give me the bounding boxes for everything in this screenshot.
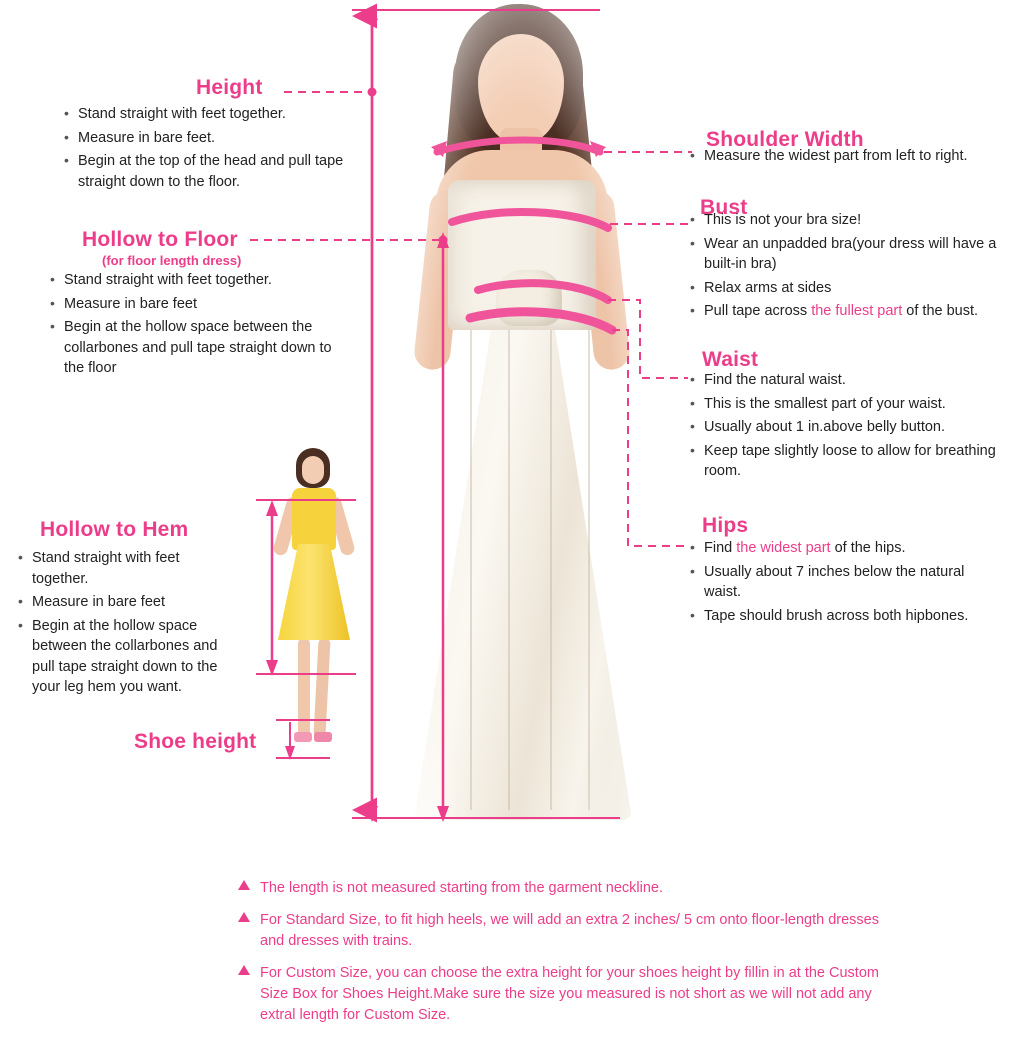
shoulder-width-bullets: • Measure the widest part from left to right. bbox=[688, 146, 1008, 170]
mini-model-illustration bbox=[268, 440, 360, 780]
hollow-to-floor-heading: Hollow to Floor bbox=[82, 228, 238, 251]
hips-heading: Hips bbox=[702, 514, 749, 537]
mini-dress-skirt bbox=[278, 544, 350, 640]
footnote-item: For Standard Size, to fit high heels, we will add an extra 2 inches/ 5 cm onto floor-length dresses and dresses with trains. bbox=[238, 910, 888, 952]
mini-shoe-right bbox=[314, 732, 332, 742]
mini-dress-top bbox=[292, 488, 336, 550]
hips-bullets: • Find the widest part of the hips. • Usually about 7 inches below the natural waist. • Tape should brush across both hipbones. bbox=[688, 538, 1004, 629]
waist-heading: Waist bbox=[702, 348, 759, 371]
hollow-to-floor-subheading: (for floor length dress) bbox=[102, 253, 242, 268]
skirt-fold bbox=[508, 330, 510, 810]
warning-triangle-icon bbox=[238, 912, 250, 922]
waist-bullets: • Find the natural waist. • This is the smallest part of your waist. • Usually about 1 in.above belly button. • Keep tape slightly loose to allow for breathing room. bbox=[688, 370, 1008, 485]
hollow-to-hem-heading: Hollow to Hem bbox=[40, 518, 189, 541]
mini-face bbox=[302, 456, 324, 484]
skirt-fold bbox=[588, 330, 590, 810]
hollow-to-hem-bullets: • Stand straight with feet together. • Measure in bare feet • Begin at the hollow space between the collarbones and pull tape straight down to the your leg hem you want. bbox=[16, 548, 228, 701]
mini-leg-right bbox=[313, 638, 330, 738]
hips-bullet-widest-part: • Find the widest part of the hips. bbox=[688, 538, 1004, 559]
warning-triangle-icon bbox=[238, 880, 250, 890]
bust-heading: Bust bbox=[700, 196, 748, 219]
hollow-to-floor-bullets: • Stand straight with feet together. • Measure in bare feet • Begin at the hollow space between the collarbones and pull tape straight down to the floor bbox=[48, 270, 348, 382]
mini-shoe-left bbox=[294, 732, 312, 742]
footnotes bbox=[238, 878, 888, 1037]
footnote-item: The length is not measured starting from the garment neckline. bbox=[238, 878, 888, 899]
bust-bullet-fullest-part: • Pull tape across the fullest part of the bust. bbox=[688, 301, 1010, 322]
skirt-fold bbox=[550, 330, 552, 810]
bust-bullets: • This is not your bra size! • Wear an unpadded bra(your dress will have a built-in bra) • Relax arms at sides • Pull tape across the fullest part of the bust. bbox=[688, 210, 1010, 325]
model-illustration bbox=[400, 0, 645, 830]
skirt-fold bbox=[470, 330, 472, 810]
shoulder-width-heading: Shoulder Width bbox=[706, 128, 864, 151]
shoe-height-heading: Shoe height bbox=[134, 730, 257, 753]
height-bullets: • Stand straight with feet together. • Measure in bare feet. • Begin at the top of the head and pull tape straight down to the floor. bbox=[62, 104, 362, 195]
height-heading: Height bbox=[196, 76, 263, 99]
dress-bow bbox=[496, 270, 562, 326]
mini-leg-left bbox=[298, 638, 310, 738]
dress-skirt bbox=[414, 320, 632, 820]
warning-triangle-icon bbox=[238, 965, 250, 975]
footnote-item: For Custom Size, you can choose the extra height for your shoes height by fillin in at the Custom Size Box for Shoes Height.Make sure the size you measured is not short as we will not add any extral length for Custom Size. bbox=[238, 963, 888, 1026]
